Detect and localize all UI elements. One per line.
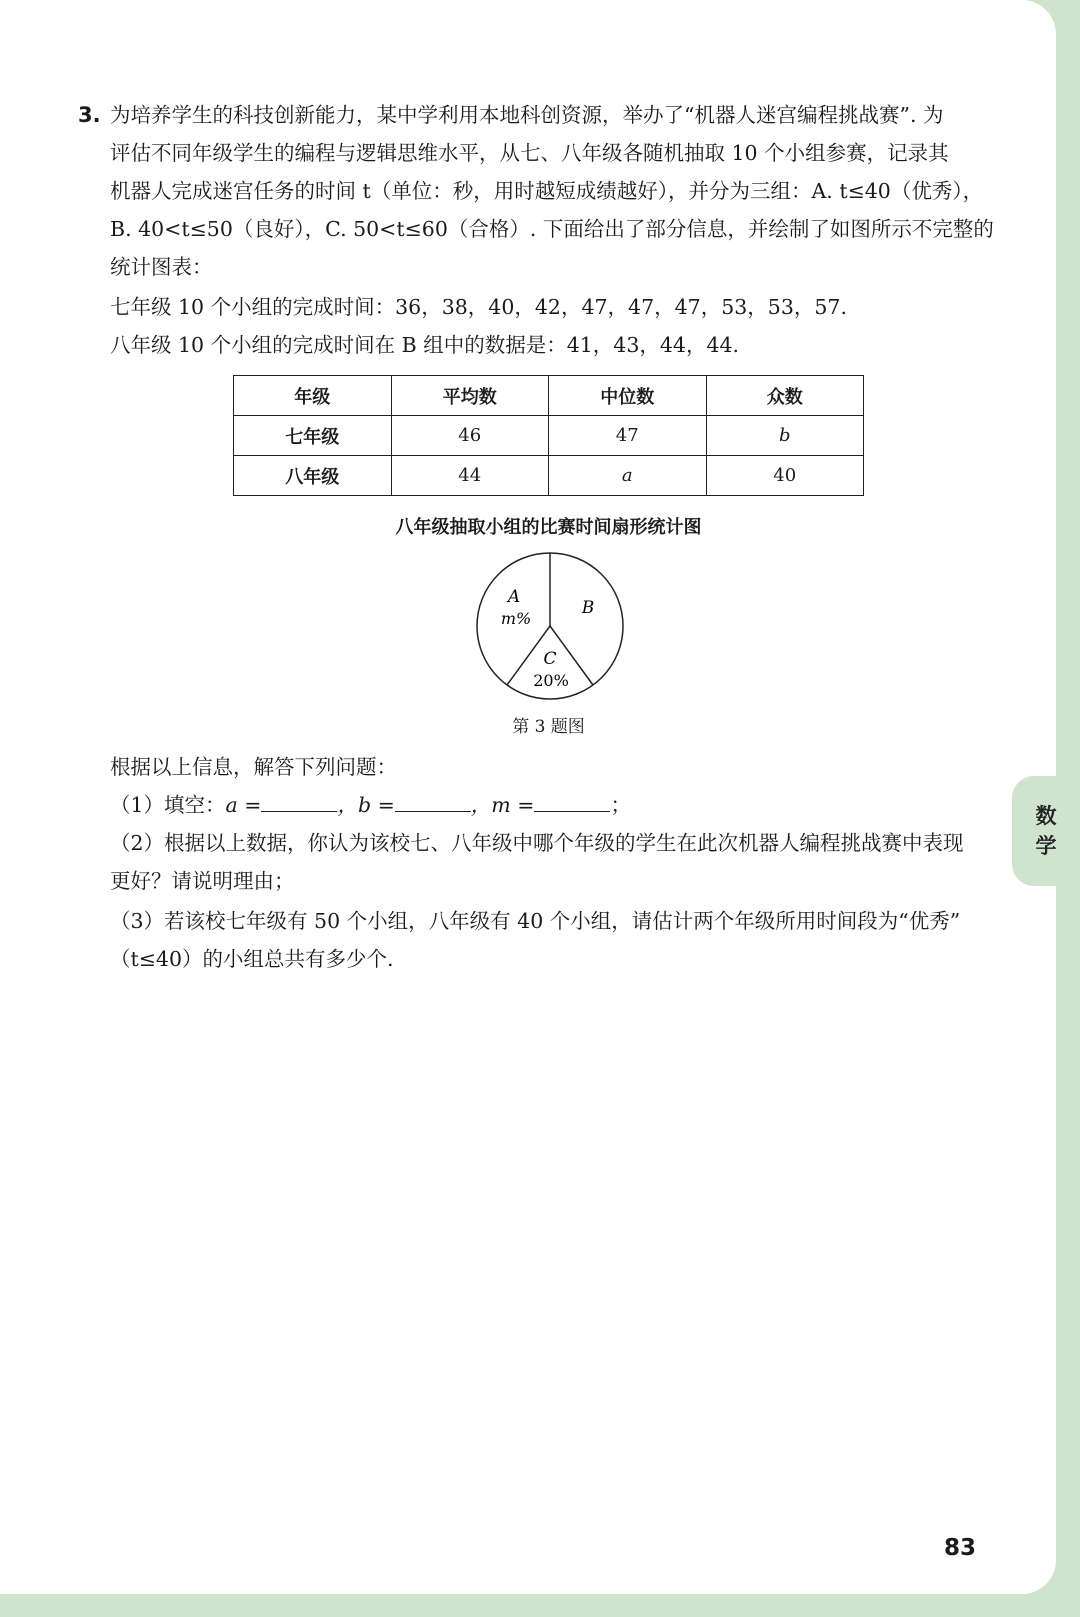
grade8-data-line: 八年级 10 个小组的完成时间在 B 组中的数据是：41，43，44，44.	[110, 333, 740, 357]
sub-question-2-line-2: 更好？请说明理由；	[110, 869, 295, 893]
row-mode: 40	[706, 456, 864, 496]
row-mean: 46	[391, 416, 549, 456]
table-header-row	[234, 376, 864, 416]
answer-prompt: 根据以上信息，解答下列问题：	[110, 755, 397, 779]
table-row	[234, 456, 864, 496]
question-line-2: 评估不同年级学生的编程与逻辑思维水平，从七、八年级各随机抽取 10 个小组参赛，记录其	[110, 141, 949, 165]
question-line-5: 统计图表：	[110, 255, 213, 279]
q1-m-label: ，m =	[470, 793, 535, 817]
q1-prefix: （1）填空：	[110, 793, 226, 817]
subject-tab	[1012, 776, 1080, 886]
row-median: 47	[549, 416, 707, 456]
header-grade: 年级	[234, 376, 392, 416]
question-line-3: 机器人完成迷宫任务的时间 t（单位：秒，用时越短成绩越好），并分为三组：A. t≤40（优秀），	[110, 179, 984, 203]
sub-question-2-line-1: （2）根据以上数据，你认为该校七、八年级中哪个年级的学生在此次机器人编程挑战赛中表现	[110, 831, 964, 855]
slice-c-value: 20%	[533, 671, 569, 690]
table-row	[234, 416, 864, 456]
sub-question-1	[110, 790, 631, 820]
header-mean: 平均数	[391, 376, 549, 416]
answer-blank-m[interactable]	[534, 791, 610, 812]
slice-a-value: m%	[500, 609, 532, 628]
q1-end: ；	[610, 793, 631, 817]
answer-blank-b[interactable]	[395, 791, 471, 812]
subject-tab-char-2: 学	[1035, 834, 1057, 858]
slice-c-label: C	[543, 649, 557, 669]
pie-chart	[470, 546, 630, 706]
row-median: a	[549, 456, 707, 496]
grade7-data-line: 七年级 10 个小组的完成时间：36，38，40，42，47，47，47，53，53，57.	[110, 295, 847, 319]
question-number: 3.	[78, 103, 101, 127]
header-mode: 众数	[706, 376, 864, 416]
answer-blank-a[interactable]	[261, 791, 337, 812]
slice-a-label: A	[507, 587, 521, 607]
row-grade: 八年级	[234, 456, 392, 496]
sub-question-3-line-2: （t≤40）的小组总共有多少个.	[110, 947, 394, 971]
page-number: 83	[944, 1535, 977, 1561]
q1-a-label: a =	[225, 793, 262, 817]
slice-b-label: B	[581, 598, 595, 618]
statistics-table	[233, 375, 864, 496]
q1-b-label: ，b =	[337, 793, 395, 817]
sub-question-3-line-1: （3）若该校七年级有 50 个小组，八年级有 40 个小组，请估计两个年级所用时间段为“优秀”	[110, 909, 961, 933]
question-line-4: B. 40<t≤50（良好），C. 50<t≤60（合格）. 下面给出了部分信息，并绘制了如图所示不完整的	[110, 217, 994, 241]
question-line-1: 为培养学生的科技创新能力，某中学利用本地科创资源，举办了“机器人迷宫编程挑战赛”. 为	[110, 103, 944, 127]
row-mean: 44	[391, 456, 549, 496]
subject-tab-char-1: 数	[1035, 804, 1057, 828]
header-median: 中位数	[549, 376, 707, 416]
figure-caption: 第 3 题图	[512, 717, 585, 737]
row-mode: b	[706, 416, 864, 456]
pie-chart-title: 八年级抽取小组的比赛时间扇形统计图	[395, 517, 702, 538]
row-grade: 七年级	[234, 416, 392, 456]
